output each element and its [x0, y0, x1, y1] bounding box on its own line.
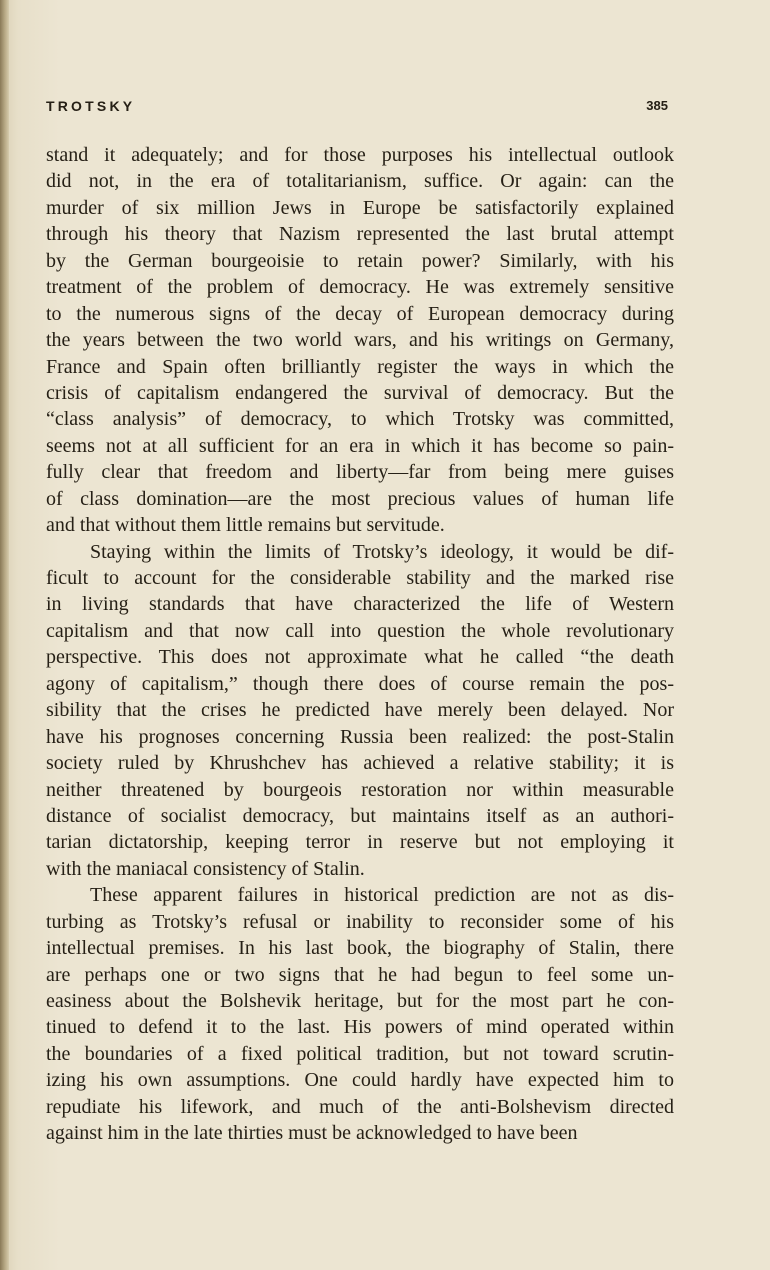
text-line: perspective. This does not approximate what he called “the death: [46, 646, 674, 669]
paragraph: [46, 142, 674, 539]
running-title: TROTSKY: [46, 98, 136, 114]
text-line: agony of capitalism,” though there does of course remain the pos-: [46, 672, 674, 695]
text-line: ficult to account for the considerable stability and the marked rise: [46, 567, 674, 589]
text-line: fully clear that freedom and liberty—far from being mere guises: [46, 461, 674, 484]
text-line: repudiate his lifework, and much of the anti-Bolshevism directed: [46, 1095, 674, 1118]
text-line: tarian dictatorship, keeping terror in reserve but not employing it: [46, 831, 674, 854]
text-line: France and Spain often brilliantly register the ways in which the: [46, 355, 674, 378]
text-line: murder of six million Jews in Europe be satisfactorily explained: [46, 196, 674, 219]
text-line: These apparent failures in historical prediction are not as dis-: [90, 884, 674, 907]
book-spine-edge: [0, 0, 9, 1270]
text-line: the boundaries of a fixed political tradition, but not toward scrutin-: [46, 1042, 674, 1065]
text-line: intellectual premises. In his last book, the biography of Stalin, there: [46, 937, 674, 960]
text-line: of class domination—are the most precious values of human life: [46, 487, 674, 510]
text-line: are perhaps one or two signs that he had begun to feel some un-: [46, 963, 674, 986]
text-line: have his prognoses concerning Russia been realized: the post-Stalin: [46, 725, 674, 748]
text-line: stand it adequately; and for those purposes his intellectual outlook: [46, 144, 674, 166]
text-line: izing his own assumptions. One could hardly have expected him to: [46, 1069, 674, 1092]
running-head: [46, 98, 668, 120]
text-line: the years between the two world wars, and his writings on Germany,: [46, 329, 674, 352]
body-text: [46, 142, 674, 1147]
text-line: against him in the late thirties must be acknowledged to have been: [46, 1122, 578, 1145]
text-line: by the German bourgeoisie to retain power? Similarly, with his: [46, 249, 674, 272]
text-line: tinued to defend it to the last. His powers of mind operated within: [46, 1016, 674, 1039]
text-line: treatment of the problem of democracy. He was extremely sensitive: [46, 276, 674, 299]
text-line: easiness about the Bolshevik heritage, but for the most part he con-: [46, 990, 674, 1012]
text-line: and that without them little remains but servitude.: [46, 514, 445, 537]
text-line: turbing as Trotsky’s refusal or inability to reconsider some of his: [46, 910, 674, 933]
text-line: in living standards that have characterized the life of Western: [46, 593, 674, 616]
text-line: society ruled by Khrushchev has achieved a relative stability; it is: [46, 752, 674, 775]
text-line: seems not at all sufficient for an era in which it has become so pain-: [46, 434, 674, 457]
text-line: to the numerous signs of the decay of European democracy during: [46, 302, 674, 325]
paragraph: [46, 539, 674, 883]
text-line: with the maniacal consistency of Stalin.: [46, 857, 365, 880]
text-line: did not, in the era of totalitarianism, suffice. Or again: can the: [46, 170, 674, 193]
text-line: crisis of capitalism endangered the survival of democracy. But the: [46, 381, 674, 404]
text-line: sibility that the crises he predicted have merely been delayed. Nor: [46, 699, 674, 722]
text-line: capitalism and that now call into question the whole revolutionary: [46, 619, 674, 642]
text-line: distance of socialist democracy, but maintains itself as an authori-: [46, 804, 674, 827]
paragraph: [46, 882, 674, 1146]
page-number: 385: [646, 98, 668, 113]
text-line: Staying within the limits of Trotsky’s ideology, it would be dif-: [90, 540, 674, 563]
text-line: “class analysis” of democracy, to which Trotsky was committed,: [46, 408, 674, 431]
text-line: through his theory that Nazism represented the last brutal attempt: [46, 223, 674, 246]
text-line: neither threatened by bourgeois restoration nor within measurable: [46, 778, 674, 801]
